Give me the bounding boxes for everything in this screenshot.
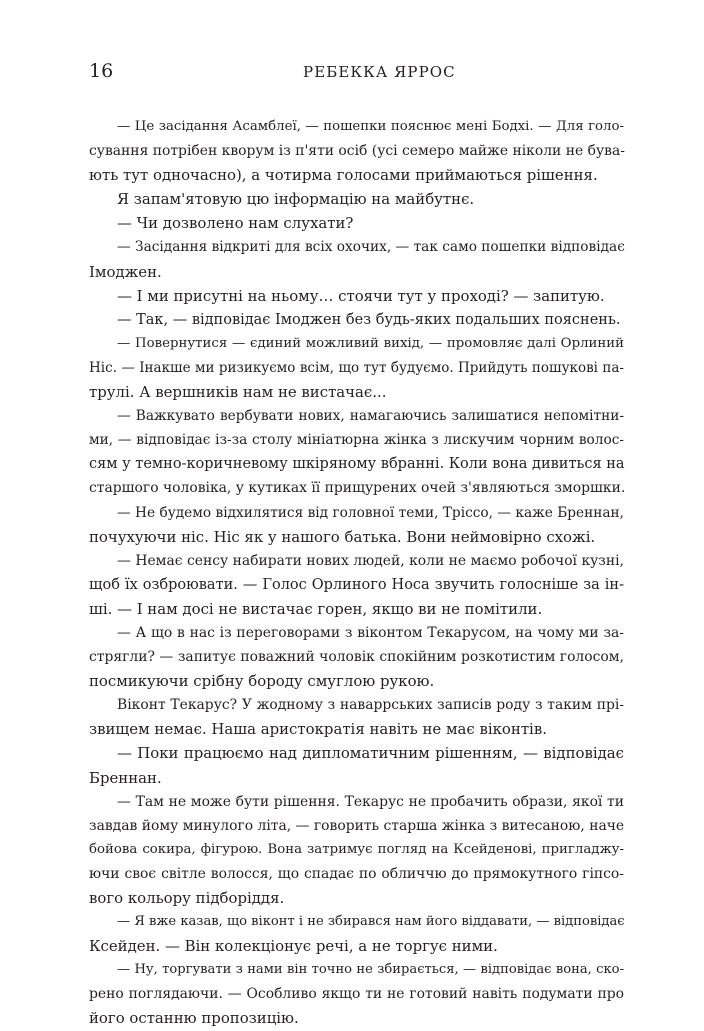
text-line: сям у темно-коричневому шкіряному вбранні. Коли вона дивиться на — [89, 456, 625, 473]
text-line: його останню пропозицію. — [89, 1009, 299, 1028]
text-line: ють тут одночасно), а чотирма голосами приймаються рішення. — [89, 166, 598, 185]
text-line: — Чи дозволено нам слухати? — [117, 214, 354, 233]
text-line: щоб їх озброювати. — Голос Орлиного Носа звучить голосніше за ін- — [89, 576, 624, 593]
text-line: сування потрібен кворум із п'яти осіб (усі семеро майже ніколи не бува- — [89, 143, 625, 160]
text-line: — Засідання відкриті для всіх охочих, — так само пошепки відповідає — [117, 239, 625, 256]
text-line: Імоджен. — [89, 262, 162, 281]
text-line: — Це засідання Асамблеї, — пошепки пояснює мені Бодхі. — Для голо- — [117, 119, 624, 134]
text-line: Віконт Текарус? У жодному з наваррських записів роду з таким прі- — [117, 697, 624, 714]
text-line: старшого чоловіка, у кутиках її прищурених очей з'являються зморшки. — [89, 480, 626, 497]
page-number: 16 — [89, 60, 114, 82]
text-line: рено поглядаючи. — Особливо якщо ти не готовий навіть подумати про — [89, 986, 624, 1003]
page-header — [89, 59, 624, 83]
running-title: РЕБЕККА ЯРРОС — [303, 63, 456, 81]
text-line: — Я вже казав, що віконт і не збирався нам його віддавати, — відповідає — [117, 914, 625, 930]
text-line: трулі. А вершників нам не вистачає... — [89, 383, 387, 402]
text-line: почухуючи ніс. Ніс як у нашого батька. Вони неймовірно схожі. — [89, 527, 596, 546]
text-line: ші. — І нам досі не вистачає горен, якщо ви не помітили. — [89, 599, 543, 618]
text-line: — І ми присутні на ньому… стоячи тут у проході? — запитую. — [117, 286, 605, 305]
text-line: — Повернутися — єдиний можливий вихід, — промовляє далі Орлиний — [117, 335, 624, 351]
text-line: посмикуючи срібну бороду смуглою рукою. — [89, 672, 435, 691]
text-line: — Важкувато вербувати нових, намагаючись залишатися непомітни- — [117, 408, 624, 425]
text-line: завдав йому минулого літа, — говорить старша жінка з витесаною, наче — [89, 817, 625, 834]
text-line: вого кольору підборіддя. — [89, 889, 285, 907]
text-line: бойова сокира, фігурою. Вона затримує погляд на Ксейденові, пригладжу- — [89, 841, 624, 857]
text-line: — Ну, торгувати з нами він точно не збирається, — відповідає вона, ско- — [117, 962, 624, 978]
text-line: стрягли? — запитує поважний чоловік спокійним розкотистим голосом, — [89, 649, 624, 666]
text-line: ми, — відповідає із-за столу мініатюрна жінка з лискучим чорним волос- — [89, 432, 624, 449]
text-line: Я запам'ятовую цю інформацію на майбутнє. — [117, 190, 475, 209]
text-line: — Поки працюємо над дипломатичним рішенням, — відповідає — [117, 744, 624, 763]
text-line: звищем немає. Наша аристократія навіть не має віконтів. — [89, 720, 547, 739]
text-line: — А що в нас із переговорами з віконтом Текарусом, на чому ми за- — [117, 624, 624, 641]
text-line: ючи своє світле волосся, що спадає по обличчю до прямокутного гіпсо- — [89, 865, 624, 882]
text-line: — Не будемо відхилятися від головної теми, Тріссо, — каже Бреннан, — [117, 504, 624, 521]
text-line: Ніс. — Інакше ми ризикуємо всім, що тут будуємо. Прийдуть пошукові па- — [89, 359, 624, 376]
text-line: — Немає сенсу набирати нових людей, коли не маємо робочої кузні, — [117, 552, 624, 569]
page-body-text — [89, 115, 624, 1031]
text-line: — Так, — відповідає Імоджен без будь-яких подальших пояснень. — [117, 311, 621, 328]
text-line: Ксейден. — Він колекціонує речі, а не торгує ними. — [89, 937, 498, 956]
text-line: — Там не може бути рішення. Текарус не пробачить образи, якої ти — [117, 793, 624, 810]
text-line: Бреннан. — [89, 768, 162, 787]
